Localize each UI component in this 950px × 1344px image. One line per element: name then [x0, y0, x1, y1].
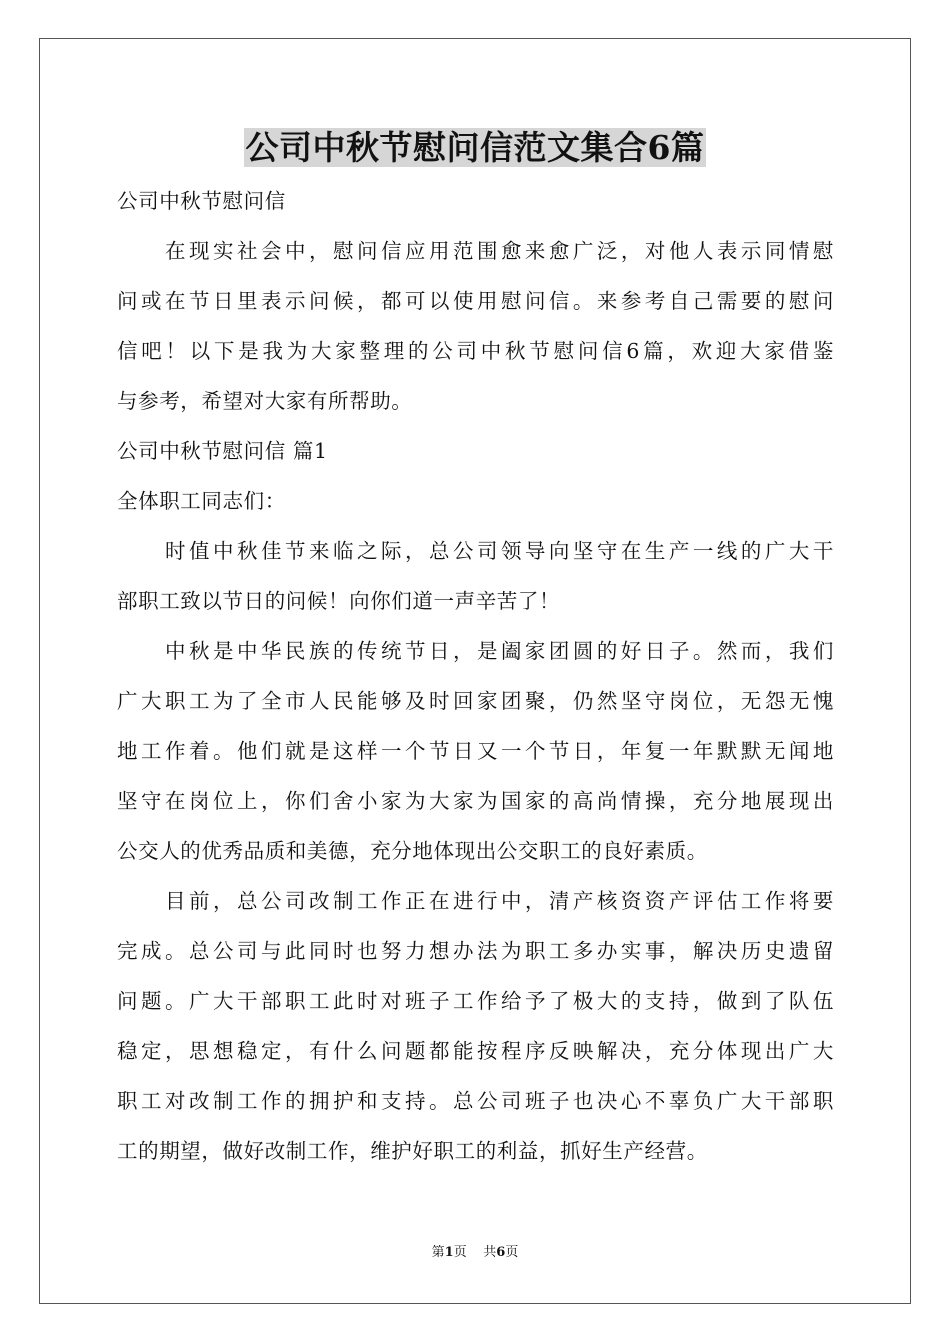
document-body	[117, 176, 834, 1176]
paragraph-line: 稳定，思想稳定，有什么问题都能按程序反映解决，充分体现出广大	[117, 1039, 834, 1063]
paragraph-line: 完成。总公司与此同时也努力想办法为职工多办实事，解决历史遗留	[117, 939, 834, 963]
section-heading: 公司中秋节慰问信	[117, 189, 286, 213]
paragraph-line: 时值中秋佳节来临之际，总公司领导向坚守在生产一线的广大干	[165, 539, 834, 563]
paragraph-line: 问或在节日里表示问候，都可以使用慰问信。来参考自己需要的慰问	[117, 289, 834, 313]
paragraph-line: 地工作着。他们就是这样一个节日又一个节日，年复一年默默无闻地	[117, 739, 834, 763]
document-title-text: 公司中秋节慰问信范文集合6篇	[245, 128, 705, 167]
paragraph-line: 中秋是中华民族的传统节日，是阖家团圆的好日子。然而，我们	[165, 639, 834, 663]
total-prefix: 共	[483, 1245, 497, 1260]
page-suffix: 页	[453, 1245, 467, 1260]
document-title	[0, 124, 950, 172]
total-pages-number: 6	[496, 1245, 506, 1260]
paragraph-line: 与参考，希望对大家有所帮助。	[117, 389, 413, 413]
current-page-number: 1	[444, 1245, 454, 1260]
paragraph-line: 广大职工为了全市人民能够及时回家团聚，仍然坚守岗位，无怨无愧	[117, 689, 834, 713]
paragraph-line: 职工对改制工作的拥护和支持。总公司班子也决心不辜负广大干部职	[117, 1089, 834, 1113]
paragraph-line: 信吧！以下是我为大家整理的公司中秋节慰问信6篇，欢迎大家借鉴	[117, 339, 834, 363]
paragraph-line: 部职工致以节日的问候！向你们道一声辛苦了！	[117, 589, 561, 613]
page-footer	[0, 1243, 950, 1263]
salutation: 全体职工同志们：	[117, 489, 286, 513]
page-prefix: 第	[431, 1245, 445, 1260]
section-heading: 公司中秋节慰问信 篇1	[117, 439, 328, 463]
paragraph-line: 坚守在岗位上，你们舍小家为大家为国家的高尚情操，充分地展现出	[117, 789, 834, 813]
paragraph-line: 公交人的优秀品质和美德，充分地体现出公交职工的良好素质。	[117, 839, 708, 863]
paragraph-line: 工的期望，做好改制工作，维护好职工的利益，抓好生产经营。	[117, 1139, 708, 1163]
total-suffix: 页	[505, 1245, 519, 1260]
paragraph-line: 目前，总公司改制工作正在进行中，清产核资资产评估工作将要	[165, 889, 834, 913]
paragraph-line: 问题。广大干部职工此时对班子工作给予了极大的支持，做到了队伍	[117, 989, 834, 1013]
paragraph-line: 在现实社会中，慰问信应用范围愈来愈广泛，对他人表示同情慰	[165, 239, 834, 263]
